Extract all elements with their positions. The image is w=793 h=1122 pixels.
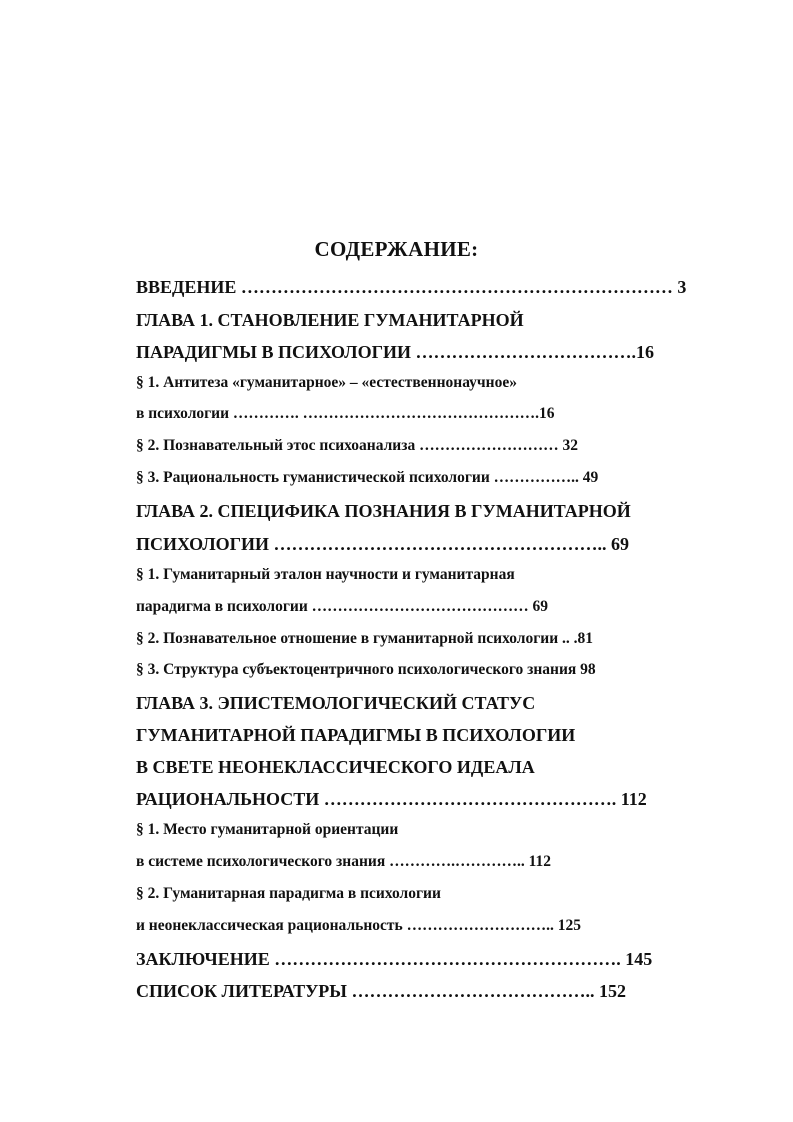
toc-entry: в психологии …………. ……………………………………….16 bbox=[136, 405, 555, 422]
toc-entry: ГЛАВА 2. СПЕЦИФИКА ПОЗНАНИЯ В ГУМАНИТАРНОЙ bbox=[136, 501, 631, 521]
toc-entry: СПИСОК ЛИТЕРАТУРЫ ………………………………….. 152 bbox=[136, 981, 626, 1001]
toc-entry: § 2. Познавательный этос психоанализа ……………………… 32 bbox=[136, 437, 578, 454]
toc-entry: § 1. Место гуманитарной ориентации bbox=[136, 821, 399, 838]
toc-entry: § 1. Антитеза «гуманитарное» – «естественнонаучное» bbox=[136, 374, 517, 391]
toc-entry: в системе психологического знания ………….………….. 112 bbox=[136, 853, 551, 870]
toc-entry: РАЦИОНАЛЬНОСТИ …………………………………………. 112 bbox=[136, 789, 647, 809]
toc-entry: ГЛАВА 3. ЭПИСТЕМОЛОГИЧЕСКИЙ СТАТУС bbox=[136, 693, 536, 713]
toc-entry: § 2. Гуманитарная парадигма в психологии bbox=[136, 885, 441, 902]
toc-entry: парадигма в психологии …………………………………… 69 bbox=[136, 598, 549, 615]
toc-entry: ГУМАНИТАРНОЙ ПАРАДИГМЫ В ПСИХОЛОГИИ bbox=[136, 725, 576, 745]
toc-entry: ГЛАВА 1. СТАНОВЛЕНИЕ ГУМАНИТАРНОЙ bbox=[136, 310, 524, 330]
toc-entry: § 1. Гуманитарный эталон научности и гуманитарная bbox=[136, 566, 515, 583]
toc-entry: ПСИХОЛОГИИ ……………………………………………….. 69 bbox=[136, 534, 630, 554]
toc-entry: и неонеклассическая рациональность ……………………….. 125 bbox=[136, 917, 581, 934]
toc-entry: ЗАКЛЮЧЕНИЕ …………………………………………………. 145 bbox=[136, 949, 653, 969]
toc-entry: В СВЕТЕ НЕОНЕКЛАССИЧЕСКОГО ИДЕАЛА bbox=[136, 757, 535, 777]
page-title: СОДЕРЖАНИЕ: bbox=[314, 237, 479, 261]
toc-entry: ПАРАДИГМЫ В ПСИХОЛОГИИ ……………………………….16 bbox=[136, 342, 655, 362]
toc-entry: § 2. Познавательное отношение в гуманитарной психологии .. .81 bbox=[136, 630, 594, 647]
toc-entry: § 3. Рациональность гуманистической психологии …………….. 49 bbox=[136, 469, 599, 486]
toc-entry: § 3. Структура субъектоцентричного психологического знания 98 bbox=[136, 661, 596, 678]
toc-entry: ВВЕДЕНИЕ ……………………………………………………………… 3 bbox=[136, 277, 687, 297]
